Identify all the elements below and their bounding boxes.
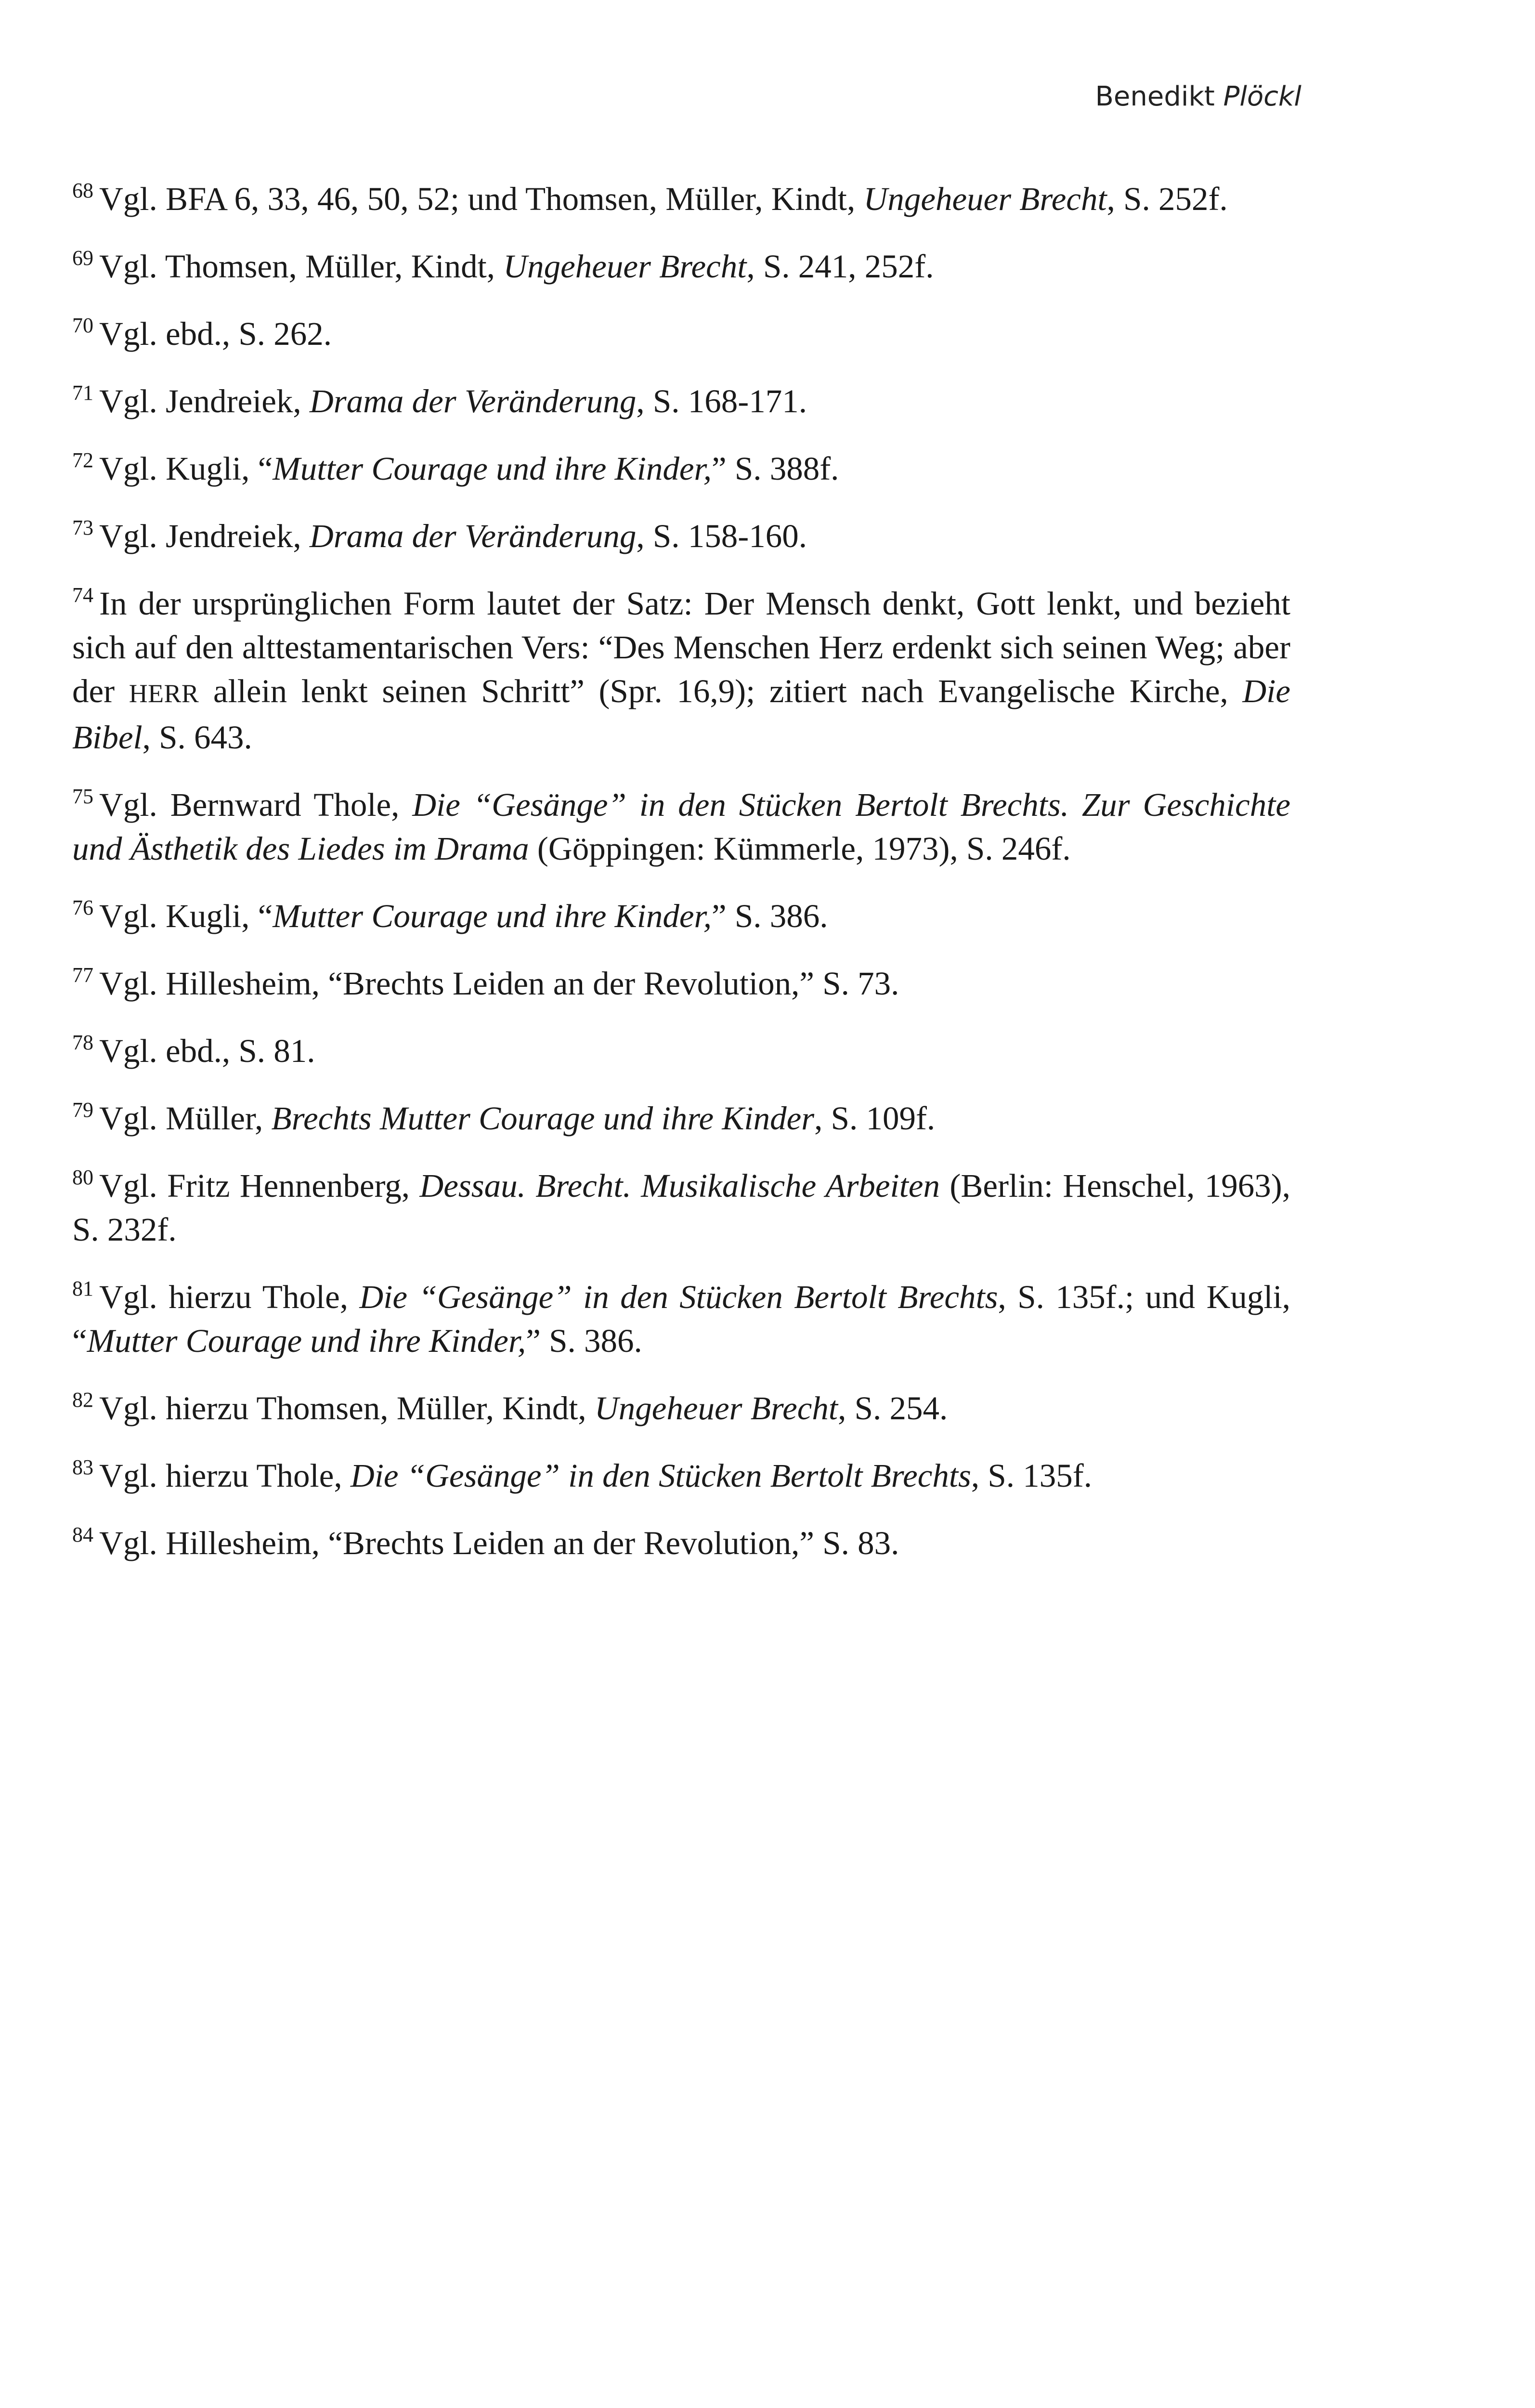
footnote-text: , S. 254.: [838, 1390, 948, 1426]
footnote-text: HERR: [129, 679, 199, 708]
footnote-78: [72, 1029, 1290, 1073]
footnote-69: [72, 245, 1290, 288]
footnote-text: , S. 252f.: [1106, 181, 1228, 217]
footnote-text: Vgl. hierzu Thole,: [99, 1279, 360, 1315]
footnotes-list: [72, 177, 1290, 1589]
footnote-title: Dessau. Brecht. Musikalische Arbeiten: [419, 1167, 940, 1204]
footnote-title: Drama der Veränderung: [309, 518, 637, 554]
footnote-title: Die “Gesänge” in den Stücken Bertolt Brechts: [359, 1279, 998, 1315]
footnote-number: 73: [72, 516, 93, 539]
footnote-text: Vgl. Bernward Thole,: [99, 786, 413, 823]
footnote-text: In der ursprünglichen Form lautet der Satz: Der Mensch denkt, Gott lenkt, und bezieht sich auf den alttestamentarischen Vers: “Des Menschen Herz erdenkt sich seinen Weg; aber der: [72, 585, 1290, 709]
footnote-text: Vgl. ebd., S. 262.: [99, 315, 332, 352]
footnote-71: [72, 380, 1290, 423]
footnote-text: Vgl. Jendreiek,: [99, 383, 310, 419]
footnote-80: [72, 1164, 1290, 1252]
footnote-82: [72, 1387, 1290, 1430]
footnote-74: [72, 582, 1290, 759]
footnote-text: ” S. 388f.: [711, 450, 839, 487]
footnote-81: [72, 1275, 1290, 1363]
footnote-83: [72, 1454, 1290, 1498]
footnote-number: 72: [72, 448, 93, 472]
footnote-number: 84: [72, 1523, 93, 1546]
footnote-title: Drama der Veränderung: [309, 383, 637, 419]
footnote-text: Vgl. Müller,: [99, 1100, 272, 1137]
footnote-text: ” S. 386.: [711, 898, 828, 934]
footnote-number: 75: [72, 785, 93, 808]
footnote-77: [72, 962, 1290, 1006]
footnote-number: 70: [72, 314, 93, 337]
footnote-text: (Göppingen: Kümmerle, 1973), S. 246f.: [529, 830, 1071, 867]
footnote-text: (Berlin: Henschel, 1963), S. 232f.: [72, 1167, 1290, 1248]
footnote-text: , S. 168-171.: [636, 383, 807, 419]
footnote-text: , S. 158-160.: [636, 518, 807, 554]
footnote-title: Mutter Courage und ihre Kinder,: [87, 1322, 526, 1359]
footnote-text: Vgl. Jendreiek,: [99, 518, 310, 554]
footnote-number: 77: [72, 963, 93, 987]
footnote-title: Mutter Courage und ihre Kinder,: [273, 450, 712, 487]
footnote-title: Brechts Mutter Courage und ihre Kinder: [271, 1100, 815, 1137]
footnote-number: 76: [72, 896, 93, 919]
footnote-text: , S. 135f.; und Kugli, “: [72, 1279, 1290, 1359]
footnote-text: , S. 109f.: [814, 1100, 936, 1137]
footnote-title: Die Bibel: [72, 673, 1290, 756]
footnote-number: 81: [72, 1277, 93, 1300]
footnote-70: [72, 312, 1290, 356]
footnote-title: Mutter Courage und ihre Kinder,: [273, 898, 712, 934]
running-head-author-first: Benedikt: [1095, 81, 1223, 112]
footnote-text: Vgl. Thomsen, Müller, Kindt,: [99, 248, 504, 285]
footnote-number: 69: [72, 246, 93, 270]
footnote-text: ” S. 386.: [526, 1322, 642, 1359]
footnote-number: 74: [72, 583, 93, 607]
footnote-text: Vgl. hierzu Thole,: [99, 1457, 351, 1494]
footnote-text: , S. 241, 252f.: [746, 248, 934, 285]
footnote-text: , S. 643.: [142, 719, 252, 756]
footnote-75: [72, 783, 1290, 871]
footnote-number: 82: [72, 1388, 93, 1412]
footnote-number: 80: [72, 1165, 93, 1189]
footnote-text: Vgl. BFA 6, 33, 46, 50, 52; und Thomsen, Müller, Kindt,: [99, 181, 864, 217]
footnote-title: Ungeheuer Brecht: [503, 248, 747, 285]
footnote-text: Vgl. Kugli, “: [99, 898, 273, 934]
footnote-number: 71: [72, 381, 93, 405]
footnote-text: Vgl. Fritz Hennenberg,: [99, 1167, 420, 1204]
footnote-text: Vgl. ebd., S. 81.: [99, 1033, 315, 1069]
footnote-79: [72, 1097, 1290, 1140]
footnote-text: allein lenkt seinen Schritt” (Spr. 16,9); zitiert nach Evangelische Kirche,: [199, 673, 1243, 709]
footnote-number: 83: [72, 1455, 93, 1479]
footnote-text: Vgl. Hillesheim, “Brechts Leiden an der Revolution,” S. 83.: [99, 1525, 899, 1561]
footnote-title: Ungeheuer Brecht: [594, 1390, 838, 1426]
footnote-text: Vgl. hierzu Thomsen, Müller, Kindt,: [99, 1390, 595, 1426]
running-head: [1095, 81, 1301, 112]
footnote-title: Die “Gesänge” in den Stücken Bertolt Brechts. Zur Geschichte und Ästhetik des Liedes im Drama: [72, 786, 1290, 867]
footnote-number: 78: [72, 1031, 93, 1054]
footnote-72: [72, 447, 1290, 491]
footnote-text: Vgl. Hillesheim, “Brechts Leiden an der Revolution,” S. 73.: [99, 965, 899, 1002]
footnote-text: Vgl. Kugli, “: [99, 450, 273, 487]
running-head-author-last: Plöckl: [1223, 81, 1301, 112]
footnote-number: 79: [72, 1098, 93, 1122]
footnote-number: 68: [72, 179, 93, 202]
footnote-73: [72, 514, 1290, 558]
footnote-text: , S. 135f.: [971, 1457, 1092, 1494]
footnote-title: Die “Gesänge” in den Stücken Bertolt Brechts: [350, 1457, 971, 1494]
footnote-76: [72, 894, 1290, 938]
footnote-title: Ungeheuer Brecht: [863, 181, 1107, 217]
footnote-84: [72, 1521, 1290, 1565]
footnote-68: [72, 177, 1290, 221]
